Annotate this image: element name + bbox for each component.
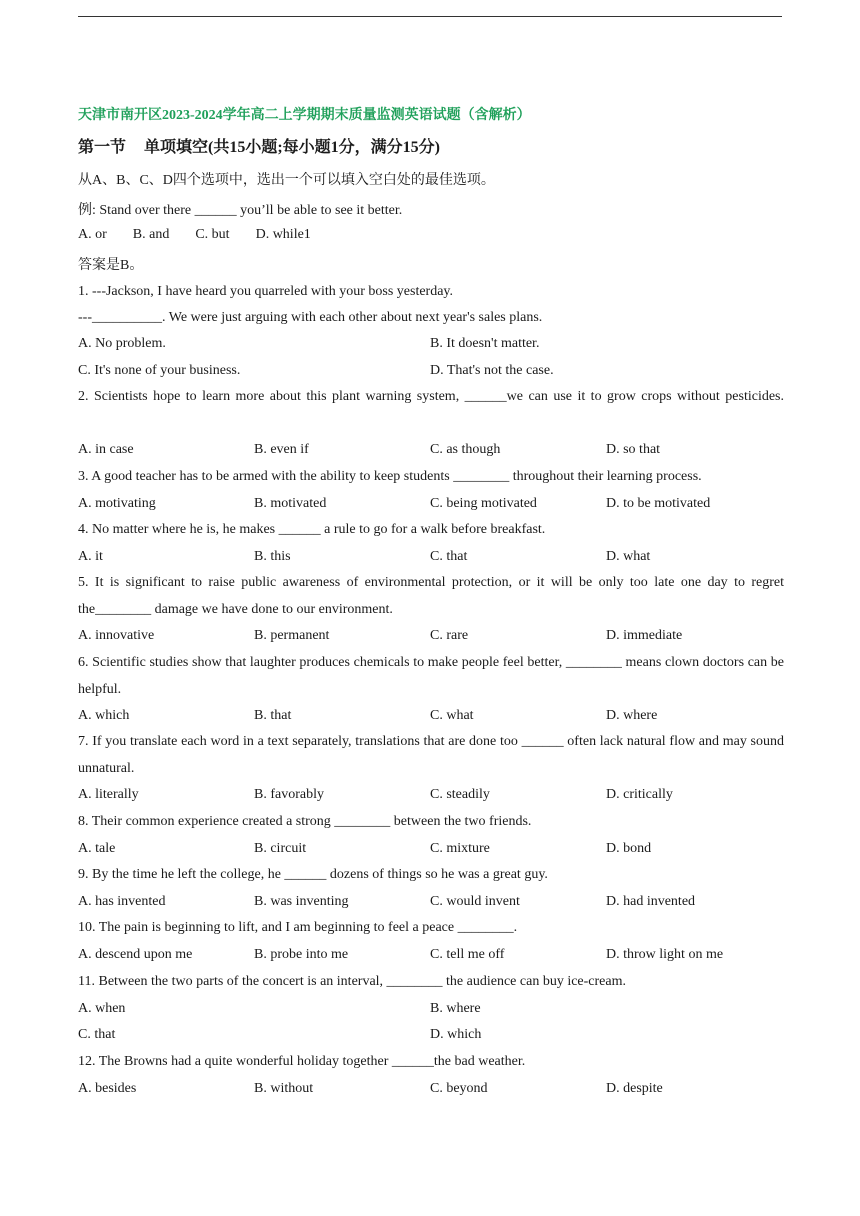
example-stem: 例: Stand over there ______ you’ll be able to see it better. <box>78 203 403 218</box>
question-10-option-b: B. probe into me <box>254 947 349 962</box>
question-1-stem: 1. ---Jackson, I have heard you quarreled with your boss yesterday. <box>78 284 454 299</box>
question-3-stem: 3. A good teacher has to be armed with the ability to keep students ________ throughout their learning process. <box>78 469 702 484</box>
question-8-option-c: C. mixture <box>430 841 490 856</box>
section-heading <box>78 134 440 157</box>
question-7-option-c: C. steadily <box>430 787 490 802</box>
section-name: 第一节 <box>78 139 127 156</box>
question-9-option-b: B. was inventing <box>254 894 349 909</box>
question-11-option-d: D. which <box>430 1027 482 1042</box>
question-8-option-d: D. bond <box>606 841 652 856</box>
question-6-option-c: C. what <box>430 708 474 723</box>
document-title: 天津市南开区2023-2024学年高二上学期期末质量监测英语试题（含解析） <box>78 108 531 123</box>
example-option-d: D. while1 <box>255 227 311 242</box>
question-6-option-a: A. which <box>78 708 130 723</box>
question-1-option-b: B. It doesn't matter. <box>430 336 540 351</box>
question-5-option-b: B. permanent <box>254 628 330 643</box>
question-12-option-d: D. despite <box>606 1081 663 1096</box>
question-12-stem: 12. The Browns had a quite wonderful holiday together ______the bad weather. <box>78 1054 526 1069</box>
question-11-stem: 11. Between the two parts of the concert is an interval, ________ the audience can buy ice-cream. <box>78 974 626 989</box>
question-5-option-a: A. innovative <box>78 628 155 643</box>
question-1-option-d: D. That's not the case. <box>430 363 554 378</box>
question-1-option-a: A. No problem. <box>78 336 166 351</box>
question-2-option-a: A. in case <box>78 442 134 457</box>
question-10-option-c: C. tell me off <box>430 947 505 962</box>
question-6-option-d: D. where <box>606 708 658 723</box>
example-option-c: C. but <box>195 227 230 242</box>
question-2-option-d: D. so that <box>606 442 661 457</box>
question-11-option-b: B. where <box>430 1001 481 1016</box>
question-5-option-c: C. rare <box>430 628 469 643</box>
question-4-option-a: A. it <box>78 549 103 564</box>
question-10-option-d: D. throw light on me <box>606 947 724 962</box>
section-title: 单项填空(共15小题;每小题1分，满分15分) <box>144 139 441 156</box>
question-8-stem: 8. Their common experience created a strong ________ between the two friends. <box>78 814 532 829</box>
question-10-stem: 10. The pain is beginning to lift, and I am beginning to feel a peace ________. <box>78 920 518 935</box>
question-12-option-b: B. without <box>254 1081 314 1096</box>
question-7-option-b: B. favorably <box>254 787 324 802</box>
question-5-option-d: D. immediate <box>606 628 683 643</box>
question-6-option-b: B. that <box>254 708 292 723</box>
example-option-b: B. and <box>132 227 170 242</box>
question-7-option-a: A. literally <box>78 787 139 802</box>
header-rule <box>78 16 782 17</box>
question-6-stem: 6. Scientific studies show that laughter produces chemicals to make people feel better, ________ means clown doctors can be helpful. <box>78 655 784 697</box>
question-8-option-b: B. circuit <box>254 841 307 856</box>
example-answer: 答案是B。 <box>78 258 144 273</box>
instruction: 从A、B、C、D四个选项中，选出一个可以填入空白处的最佳选项。 <box>78 173 495 188</box>
example-options <box>78 227 337 243</box>
question-7-stem: 7. If you translate each word in a text separately, translations that are done too ______ often lack natural flow and may sound unnatural. <box>78 734 784 776</box>
question-8-option-a: A. tale <box>78 841 116 856</box>
question-12-option-c: C. beyond <box>430 1081 488 1096</box>
question-2-option-b: B. even if <box>254 442 309 457</box>
question-4-option-c: C. that <box>430 549 468 564</box>
question-9-stem: 9. By the time he left the college, he ______ dozens of things so he was a great guy. <box>78 867 548 882</box>
question-9-option-a: A. has invented <box>78 894 166 909</box>
question-2-option-c: C. as though <box>430 442 501 457</box>
question-9-option-d: D. had invented <box>606 894 696 909</box>
question-4-stem: 4. No matter where he is, he makes ______ a rule to go for a walk before breakfast. <box>78 522 546 537</box>
question-3-option-d: D. to be motivated <box>606 496 711 511</box>
question-5-stem: 5. It is significant to raise public awareness of environmental protection, or it will be only too late one day to regret the________ damage we have done to our environment. <box>78 575 784 617</box>
question-9-option-c: C. would invent <box>430 894 520 909</box>
question-1-response: ---__________. We were just arguing with each other about next year's sales plans. <box>78 310 543 325</box>
question-3-option-a: A. motivating <box>78 496 156 511</box>
question-4-option-d: D. what <box>606 549 651 564</box>
question-10-option-a: A. descend upon me <box>78 947 193 962</box>
question-12-option-a: A. besides <box>78 1081 137 1096</box>
example-option-a: A. or <box>78 227 107 242</box>
question-7-option-d: D. critically <box>606 787 673 802</box>
question-11-option-c: C. that <box>78 1027 116 1042</box>
question-4-option-b: B. this <box>254 549 291 564</box>
question-1-option-c: C. It's none of your business. <box>78 363 241 378</box>
question-2-stem: 2. Scientists hope to learn more about this plant warning system, ______we can use it to grow crops without pesticides. <box>78 389 784 404</box>
question-3-option-b: B. motivated <box>254 496 327 511</box>
question-11-option-a: A. when <box>78 1001 126 1016</box>
question-3-option-c: C. being motivated <box>430 496 537 511</box>
